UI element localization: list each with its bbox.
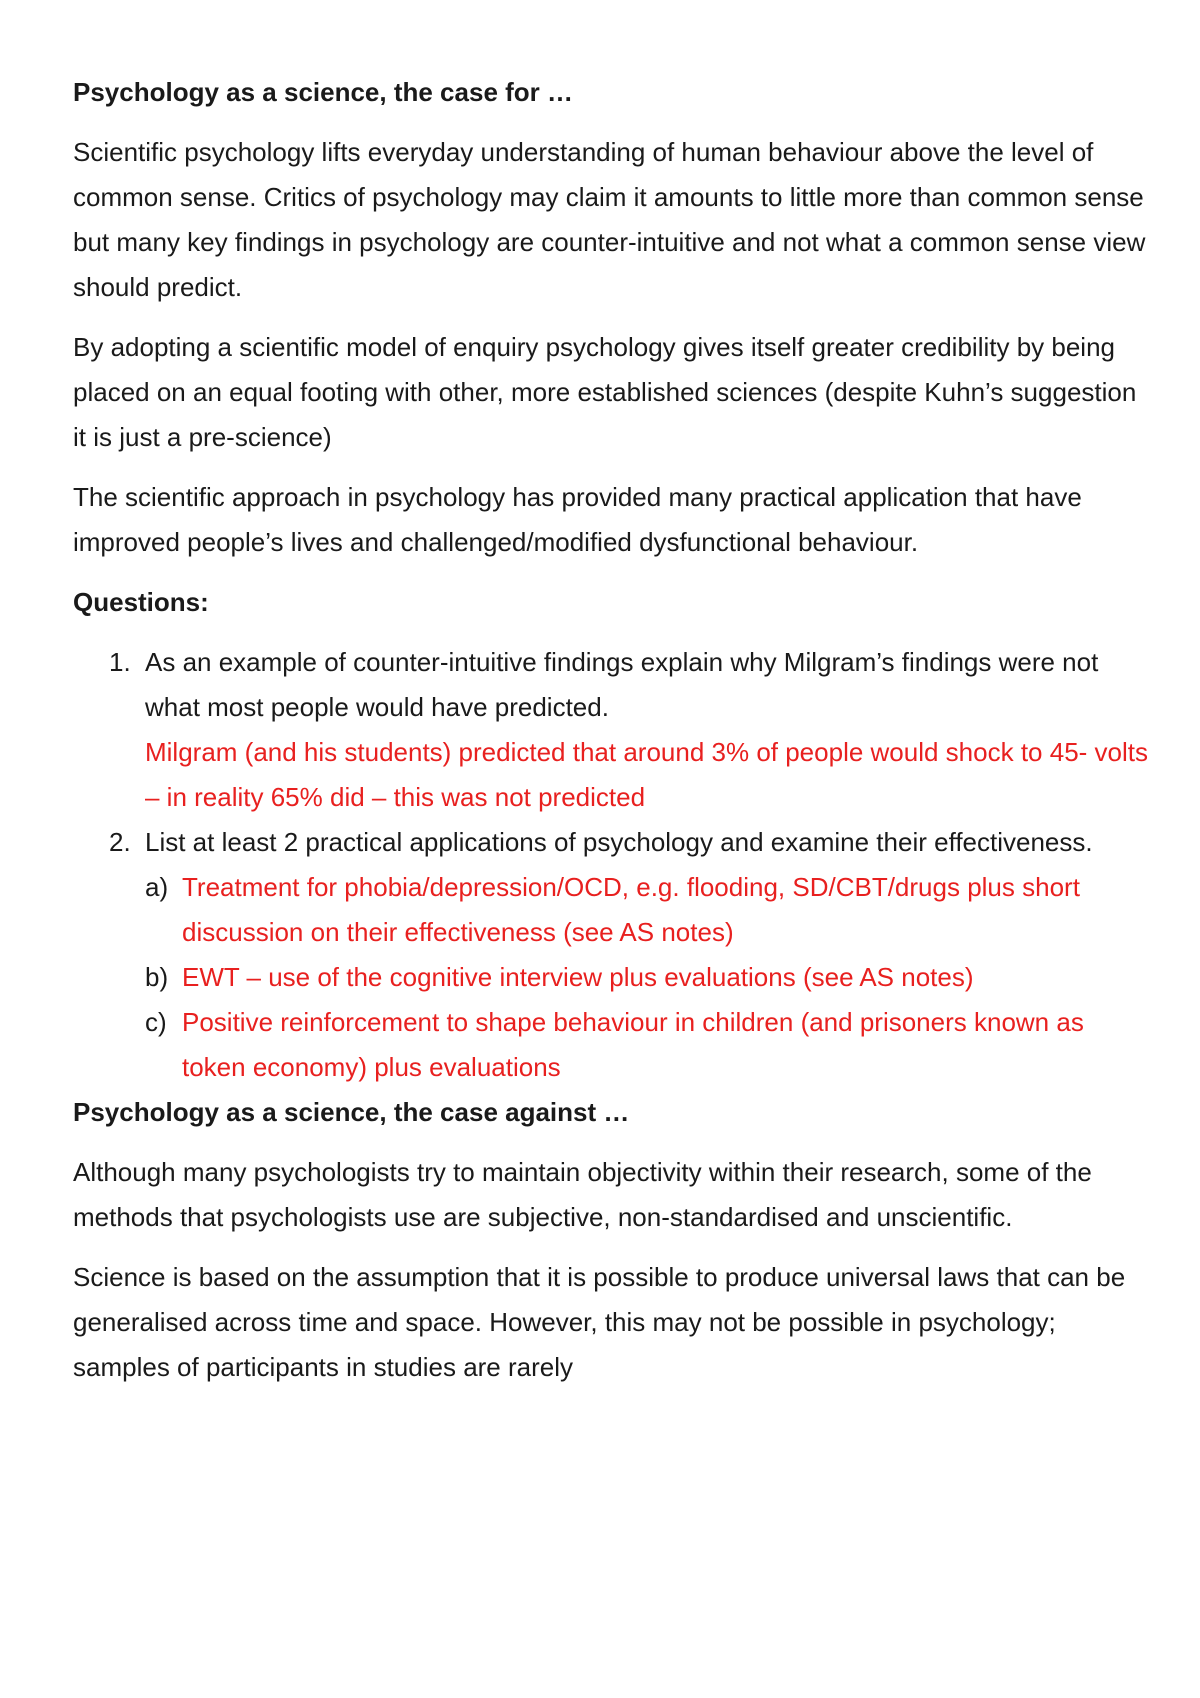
question-text: List at least 2 practical applications of psychology and examine their effectiveness. — [145, 827, 1093, 857]
heading-case-for: Psychology as a science, the case for … — [73, 77, 574, 107]
questions-list — [73, 640, 1153, 1090]
paragraph-universal-laws: Science is based on the assumption that it is possible to produce universal laws that can be generalised across time and space. However, this may not be possible in psychology; samples of participants in studies are rarely — [73, 1262, 1126, 1382]
questions-heading: Questions: — [73, 587, 209, 617]
paragraph-common-sense: Scientific psychology lifts everyday understanding of human behaviour above the level of common sense. Critics of psychology may claim it amounts to little more than common sense but many key findings in psychology are counter-intuitive and not what a common sense view should predict. — [73, 137, 1146, 302]
answer-sublist — [145, 865, 1153, 1090]
sub-answer-b — [145, 955, 1153, 1000]
sub-answer-c — [145, 1000, 1153, 1090]
sub-answer-a — [145, 865, 1153, 955]
paragraph-scientific-model: By adopting a scientific model of enquiry psychology gives itself greater credibility by being placed on an equal footing with other, more established sciences (despite Kuhn’s suggestion it is just a pre-science) — [73, 332, 1137, 452]
sub-answer-label: c) — [145, 1007, 167, 1037]
question-text: As an example of counter-intuitive findings explain why Milgram’s findings were not what most people would have predicted. — [145, 647, 1099, 722]
question-item-2 — [73, 820, 1153, 1090]
sub-answer-text: EWT – use of the cognitive interview plus evaluations (see AS notes) — [182, 962, 974, 992]
answer-text: Milgram (and his students) predicted that around 3% of people would shock to 45- volts – in reality 65% did – this was not predicted — [145, 737, 1148, 812]
sub-answer-label: a) — [145, 872, 169, 902]
sub-answer-text: Positive reinforcement to shape behaviour in children (and prisoners known as token economy) plus evaluations — [182, 1007, 1084, 1082]
paragraph-practical-applications: The scientific approach in psychology has provided many practical application that have improved people’s lives and challenged/modified dysfunctional behaviour. — [73, 482, 1082, 557]
paragraph-objectivity: Although many psychologists try to maintain objectivity within their research, some of the methods that psychologists use are subjective, non-standardised and unscientific. — [73, 1157, 1092, 1232]
sub-answer-label: b) — [145, 962, 169, 992]
question-item-1 — [73, 640, 1153, 820]
document-page — [73, 70, 1153, 1405]
question-number: 1. — [109, 647, 131, 677]
heading-case-against: Psychology as a science, the case against … — [73, 1097, 630, 1127]
question-number: 2. — [109, 827, 131, 857]
sub-answer-text: Treatment for phobia/depression/OCD, e.g. flooding, SD/CBT/drugs plus short discussion on their effectiveness (see AS notes) — [182, 872, 1080, 947]
